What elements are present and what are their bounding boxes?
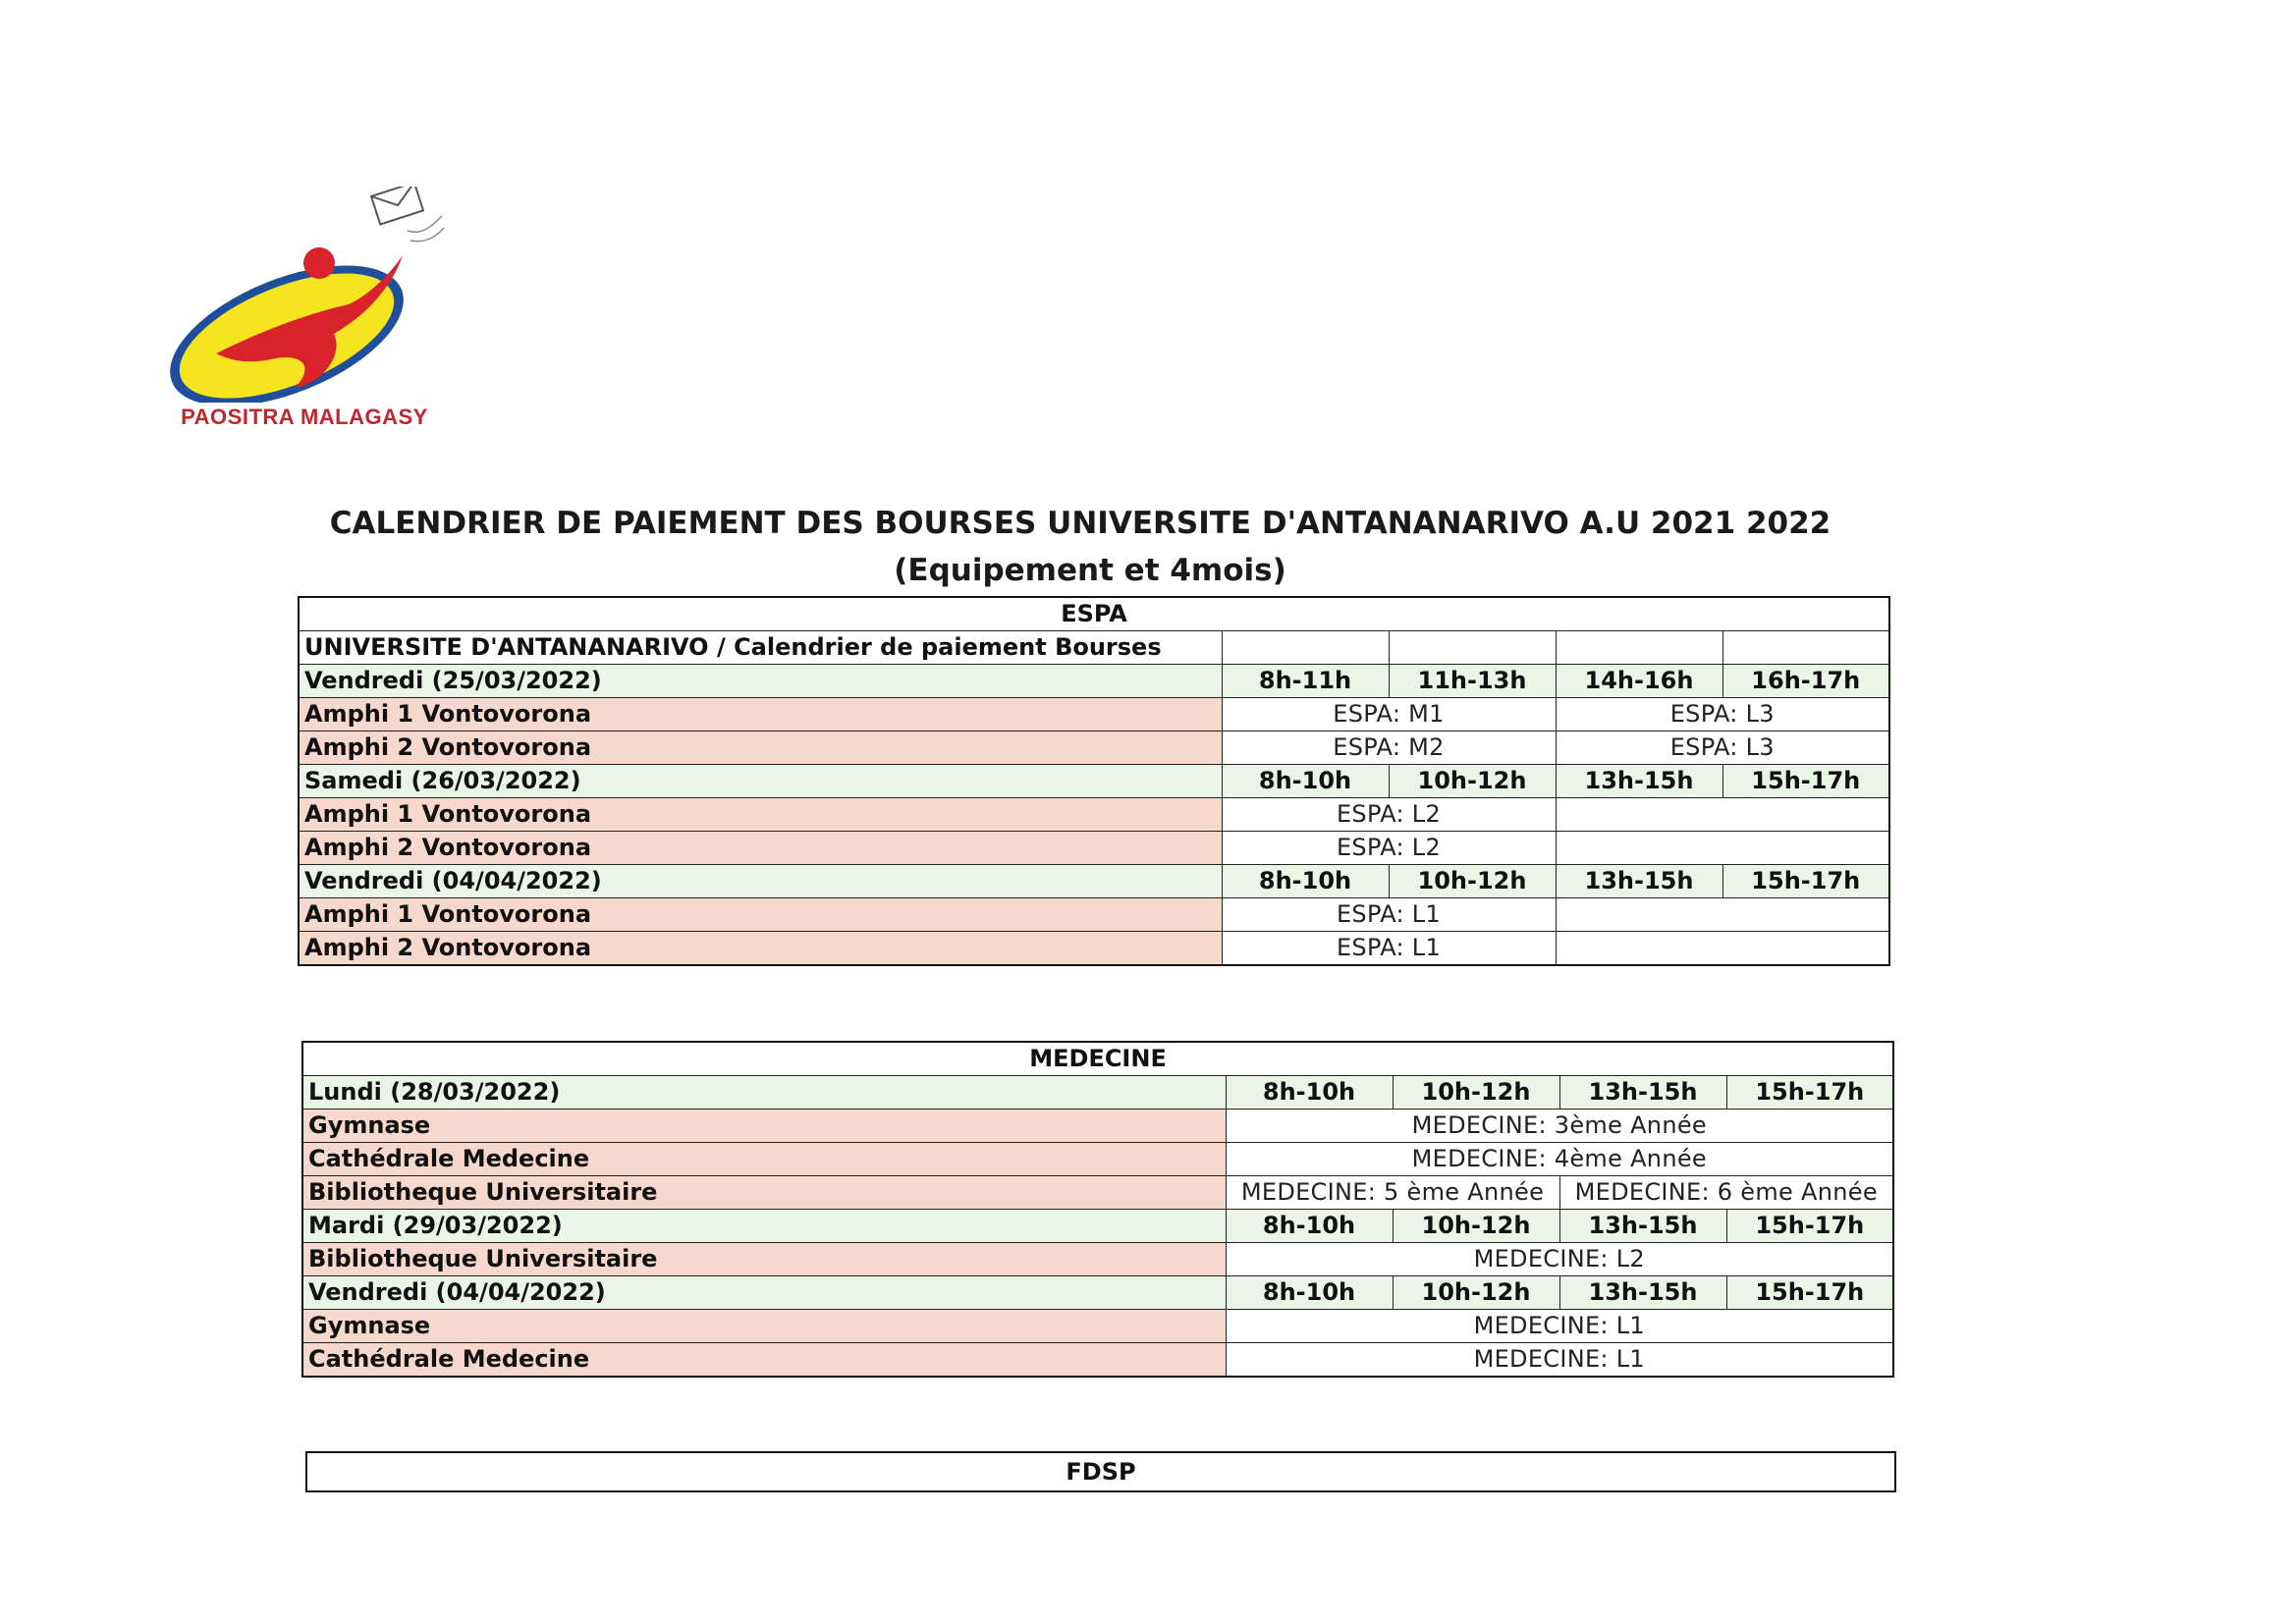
time-slot: 13h-15h <box>1556 765 1722 798</box>
table-row <box>299 631 1889 665</box>
assignment-cell: MEDECINE: 3ème Année <box>1226 1110 1893 1143</box>
table-row <box>299 665 1889 698</box>
location-label: Gymnase <box>302 1110 1226 1143</box>
location-label: Amphi 2 Vontovorona <box>299 731 1222 765</box>
section-title: MEDECINE <box>302 1042 1893 1076</box>
table-row <box>302 1042 1893 1076</box>
table-row <box>299 932 1889 966</box>
location-label: Amphi 1 Vontovorona <box>299 698 1222 731</box>
time-slot: 13h-15h <box>1556 865 1722 898</box>
table-row <box>299 698 1889 731</box>
logo-text: PAOSITRA MALAGASY <box>181 405 428 429</box>
table-row <box>299 898 1889 932</box>
assignment-cell: MEDECINE: 4ème Année <box>1226 1143 1893 1176</box>
table-row <box>302 1110 1893 1143</box>
location-label: Amphi 2 Vontovorona <box>299 832 1222 865</box>
day-label: Samedi (26/03/2022) <box>299 765 1222 798</box>
time-slot: 10h-12h <box>1393 1076 1559 1110</box>
assignment-cell: ESPA: M1 <box>1222 698 1556 731</box>
table-row <box>302 1243 1893 1276</box>
table-header: UNIVERSITE D'ANTANANARIVO / Calendrier de paiement Bourses <box>299 631 1222 665</box>
table-row <box>302 1143 1893 1176</box>
assignment-cell: MEDECINE: L2 <box>1226 1243 1893 1276</box>
assignment-cell: ESPA: L2 <box>1222 832 1556 865</box>
time-slot: 10h-12h <box>1389 765 1556 798</box>
table-row <box>299 865 1889 898</box>
time-slot: 10h-12h <box>1393 1276 1559 1310</box>
espa-schedule-table <box>298 596 1890 966</box>
time-slot: 8h-10h <box>1226 1076 1393 1110</box>
page-title: CALENDRIER DE PAIEMENT DES BOURSES UNIVERSITE D'ANTANANARIVO A.U 2021 2022 <box>329 506 1831 541</box>
location-label: Amphi 2 Vontovorona <box>299 932 1222 966</box>
time-slot: 14h-16h <box>1556 665 1722 698</box>
time-slot: 8h-10h <box>1226 1210 1393 1243</box>
time-slot: 8h-10h <box>1222 865 1389 898</box>
time-slot: 13h-15h <box>1559 1276 1726 1310</box>
location-label: Cathédrale Medecine <box>302 1143 1226 1176</box>
table-row <box>302 1176 1893 1210</box>
location-label: Bibliotheque Universitaire <box>302 1243 1226 1276</box>
location-label: Amphi 1 Vontovorona <box>299 798 1222 832</box>
time-slot: 8h-10h <box>1222 765 1389 798</box>
paositra-logo <box>157 187 452 442</box>
day-label: Lundi (28/03/2022) <box>302 1076 1226 1110</box>
table-row <box>299 798 1889 832</box>
table-row <box>299 731 1889 765</box>
table-row <box>306 1452 1895 1491</box>
table-row <box>302 1210 1893 1243</box>
time-slot: 10h-12h <box>1389 865 1556 898</box>
day-label: Vendredi (25/03/2022) <box>299 665 1222 698</box>
assignment-cell: ESPA: L1 <box>1222 898 1556 932</box>
time-slot: 15h-17h <box>1726 1076 1893 1110</box>
time-slot: 10h-12h <box>1393 1210 1559 1243</box>
location-label: Cathédrale Medecine <box>302 1343 1226 1378</box>
assignment-cell: MEDECINE: L1 <box>1226 1343 1893 1378</box>
day-label: Mardi (29/03/2022) <box>302 1210 1226 1243</box>
assignment-cell: MEDECINE: 5 ème Année <box>1226 1176 1559 1210</box>
assignment-cell: ESPA: L1 <box>1222 932 1556 966</box>
table-row <box>302 1276 1893 1310</box>
fdsp-schedule-table <box>305 1451 1896 1492</box>
time-slot: 15h-17h <box>1722 865 1889 898</box>
assignment-cell: MEDECINE: L1 <box>1226 1310 1893 1343</box>
time-slot: 15h-17h <box>1726 1210 1893 1243</box>
time-slot: 8h-10h <box>1226 1276 1393 1310</box>
time-slot: 16h-17h <box>1722 665 1889 698</box>
section-title: ESPA <box>299 597 1889 631</box>
assignment-cell: ESPA: L3 <box>1556 698 1889 731</box>
location-label: Bibliotheque Universitaire <box>302 1176 1226 1210</box>
time-slot: 8h-11h <box>1222 665 1389 698</box>
table-row <box>302 1343 1893 1378</box>
medecine-schedule-table <box>301 1041 1894 1378</box>
assignment-cell: MEDECINE: 6 ème Année <box>1559 1176 1893 1210</box>
day-label: Vendredi (04/04/2022) <box>302 1276 1226 1310</box>
time-slot: 13h-15h <box>1559 1210 1726 1243</box>
location-label: Amphi 1 Vontovorona <box>299 898 1222 932</box>
table-row <box>299 597 1889 631</box>
table-row <box>299 832 1889 865</box>
day-label: Vendredi (04/04/2022) <box>299 865 1222 898</box>
table-row <box>302 1076 1893 1110</box>
paositra-logo-icon <box>157 187 452 403</box>
time-slot: 15h-17h <box>1726 1276 1893 1310</box>
assignment-cell: ESPA: L3 <box>1556 731 1889 765</box>
section-title: FDSP <box>306 1452 1895 1491</box>
assignment-cell: ESPA: L2 <box>1222 798 1556 832</box>
time-slot: 15h-17h <box>1722 765 1889 798</box>
location-label: Gymnase <box>302 1310 1226 1343</box>
assignment-cell: ESPA: M2 <box>1222 731 1556 765</box>
time-slot: 11h-13h <box>1389 665 1556 698</box>
page-subtitle: (Equipement et 4mois) <box>894 553 1286 588</box>
table-row <box>299 765 1889 798</box>
table-row <box>302 1310 1893 1343</box>
time-slot: 13h-15h <box>1559 1076 1726 1110</box>
